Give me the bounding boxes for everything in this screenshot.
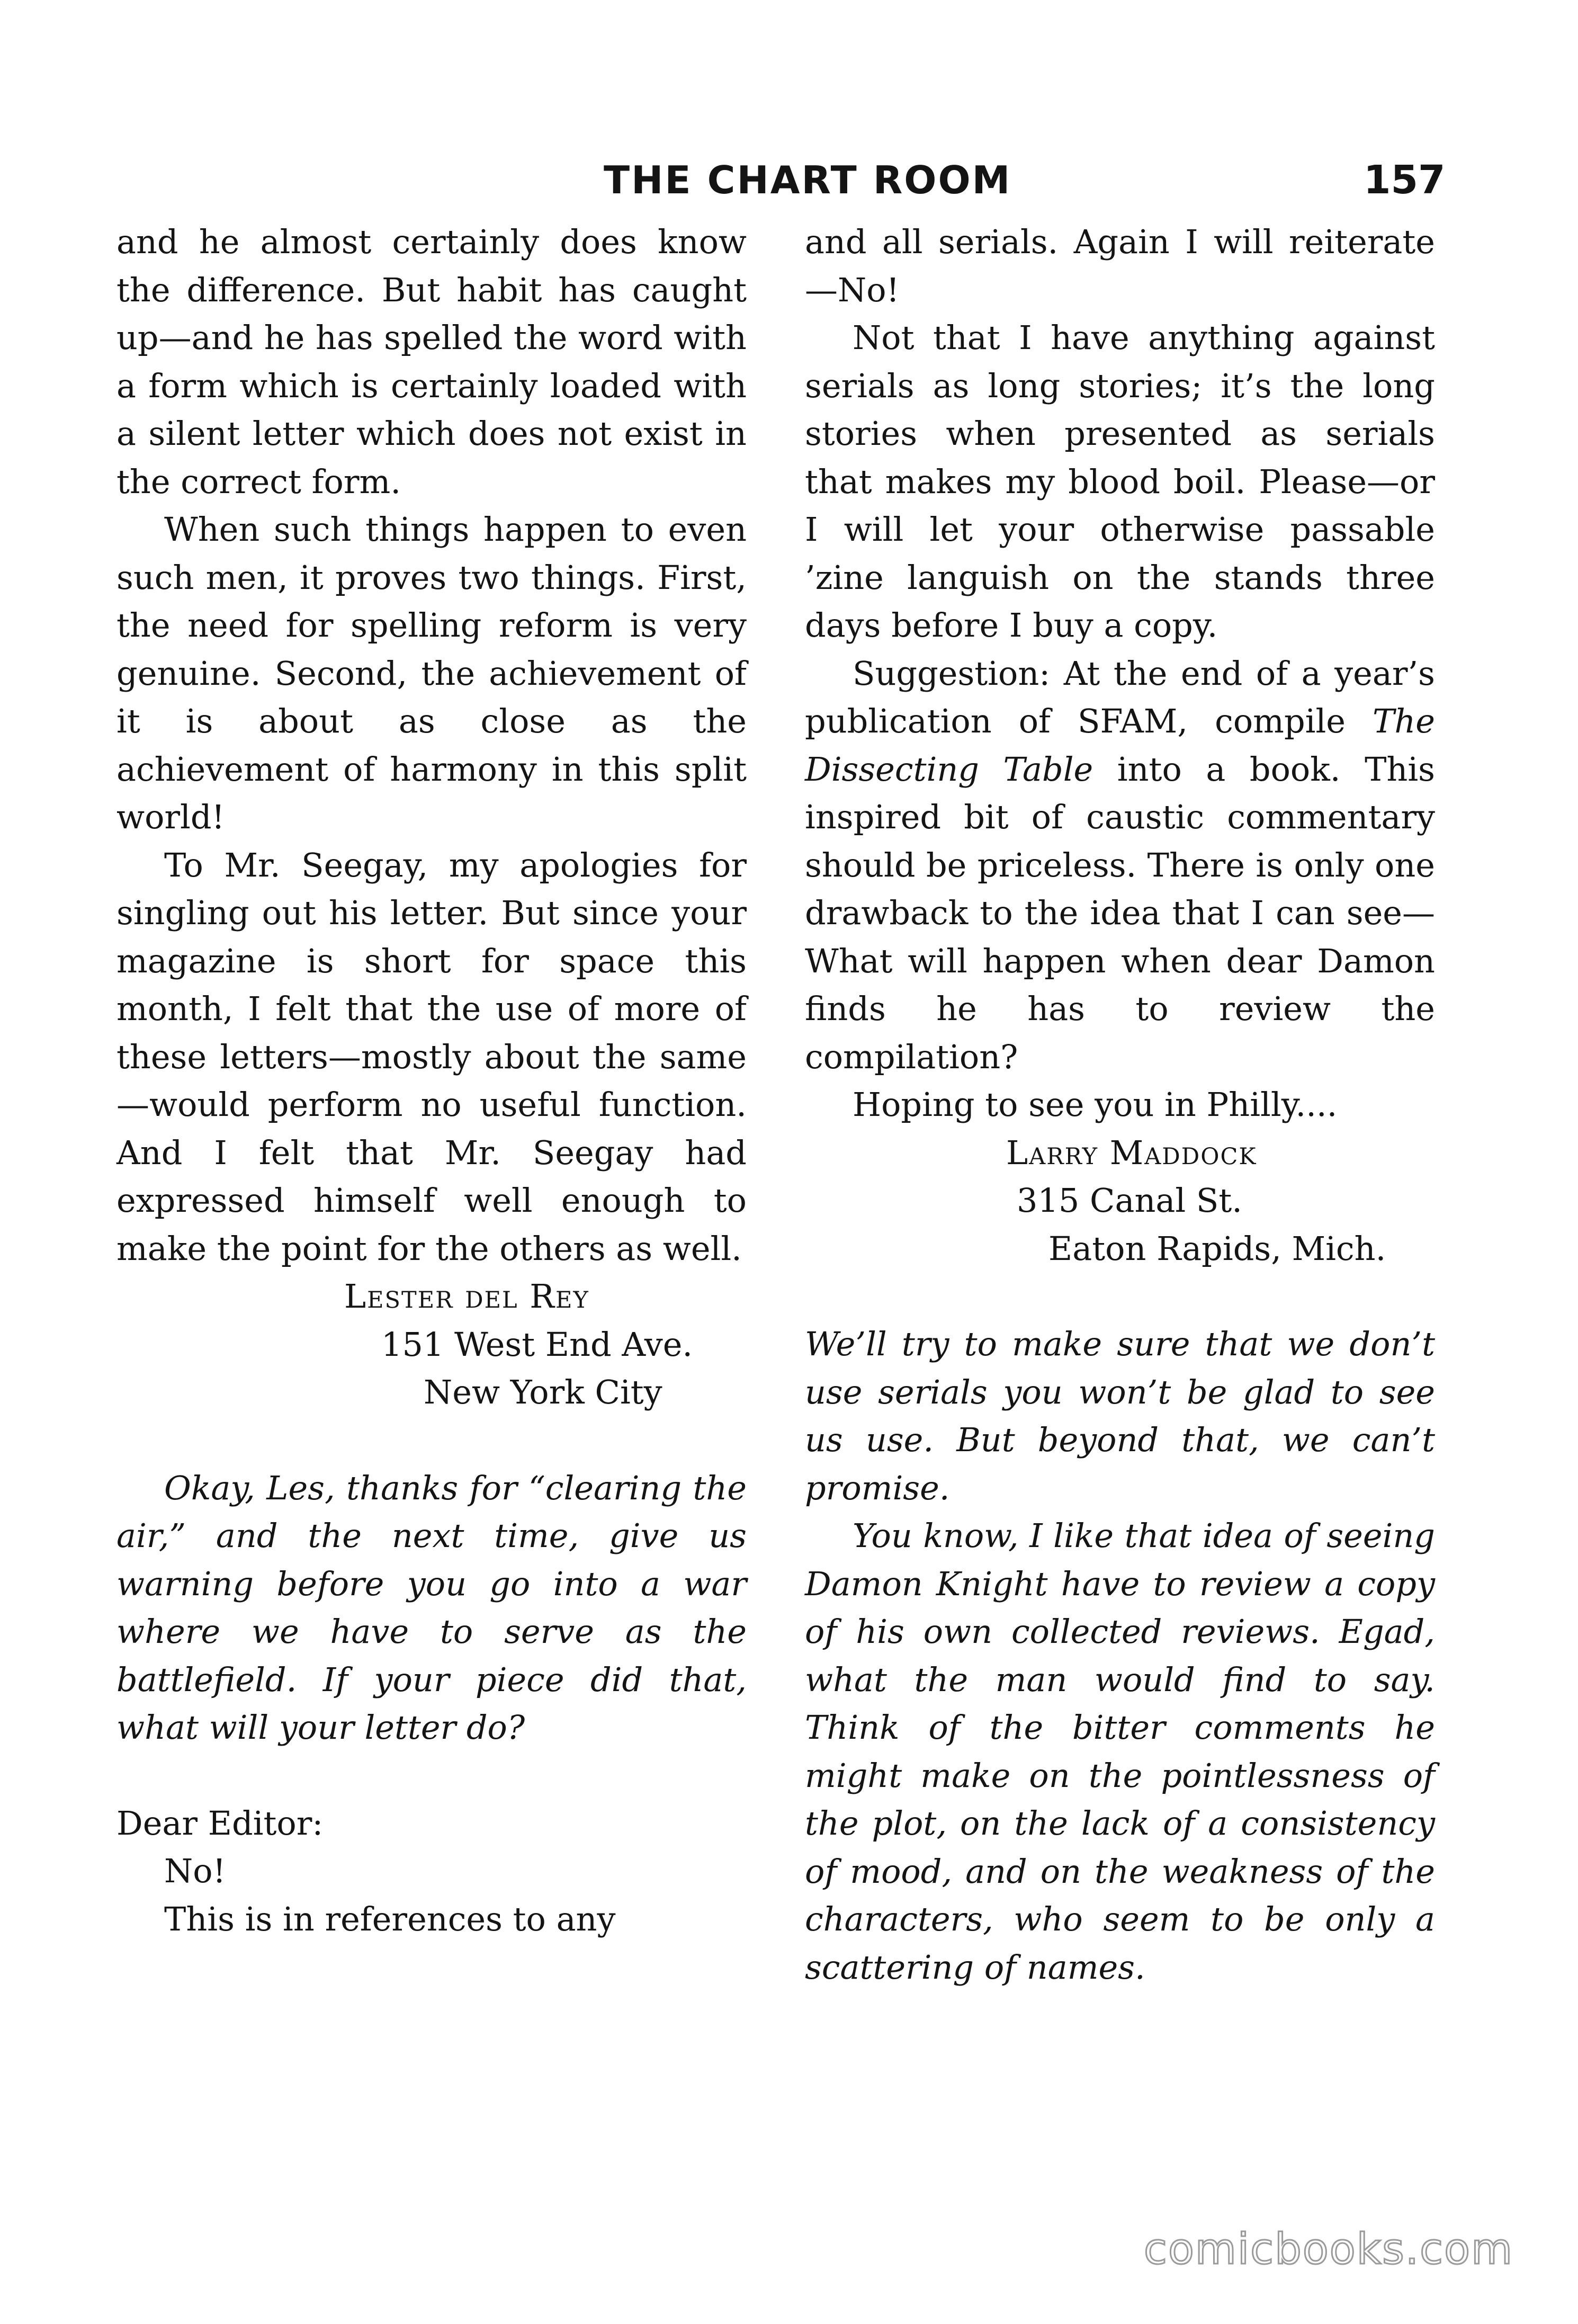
suggestion-text: Suggestion: At the end of a year’s publication of SFAM, compile — [805, 654, 1435, 740]
left-column — [116, 218, 747, 1943]
running-header — [0, 148, 1578, 212]
signature-address-line-1: 315 Canal St. — [1017, 1181, 1242, 1220]
left-paragraph-3: To Mr. Seegay, my apologies for singling out his letter. But since your magazine is short for space this month, I felt that the use of more of these letters—mostly about the same—would perform no useful function. And I felt that Mr. Seegay had expressed himself well enough to make the point for the others as well. — [116, 845, 747, 1268]
watermark: comicbooks.com — [1144, 2224, 1514, 2274]
right-paragraph-2: Not that I have anything against serials as long stories; it’s the long stories when presented as serials that makes my blood boil. Please—or I will let your otherwise passable ’zine languish on the stands three days before I buy a copy. — [805, 318, 1435, 645]
suggestion-text-rest: into a book. This inspired bit of caustic commentary should be priceless. There is only one drawback to the idea that I can see—What will happen when dear Damon finds he has to review the compilation? — [805, 749, 1435, 1076]
page-number: 157 — [1364, 157, 1446, 203]
left-paragraph-1: and he almost certainly does know the difference. But habit has caught up—and he has spelled the word with a form which is certainly loaded with a silent letter which does not exist in the correct form. — [116, 222, 747, 501]
right-paragraph-3 — [805, 650, 1435, 1081]
signature-name: Larry Maddock — [1006, 1133, 1257, 1172]
editor-reply: Okay, Les, thanks for “clearing the air,” and the next time, give us warning before you go into a war where we have to serve as the battlefield. If your piece did that, what will your letter do? — [116, 1468, 747, 1747]
signature-name: Lester del Rey — [344, 1277, 589, 1316]
salutation: Dear Editor: — [116, 1803, 324, 1843]
letter-opening: No! — [164, 1852, 226, 1890]
spacer — [805, 1273, 1435, 1320]
signature-address-line-1: 151 West End Ave. — [381, 1325, 693, 1364]
editor-reply-1: We’ll try to make sure that we don’t use serials you won’t be glad to see us use. But beyond that, we can’t promise. — [805, 1325, 1435, 1507]
right-paragraph-1: and all serials. Again I will reiterate—No! — [805, 222, 1435, 309]
right-column — [805, 218, 1435, 1991]
signature-address-line-2: Eaton Rapids, Mich. — [1048, 1229, 1386, 1268]
editor-reply-2: You know, I like that idea of seeing Damon Knight have to review a copy of his own collected reviews. Egad, what the man would find to say. Think of the bitter comments he might make on the pointlessness of the plot, on the lack of a consistency of mood, and on the weakness of the characters, who seem to be only a scattering of names. — [805, 1516, 1435, 1987]
column-title: The Dissecting Table — [805, 702, 1435, 789]
spacer — [116, 1417, 747, 1464]
letter-paragraph-1: This is in references to any — [164, 1899, 616, 1938]
spacer — [116, 1752, 747, 1800]
right-paragraph-4: Hoping to see you in Philly.... — [853, 1085, 1338, 1124]
left-paragraph-2: When such things happen to even such men, it proves two things. First, the need for spelling reform is very genuine. Second, the achievement of it is about as close as the achievement of harmony in this split world! — [116, 510, 747, 836]
signature-address-line-2: New York City — [424, 1373, 662, 1411]
running-title: THE CHART ROOM — [604, 158, 1012, 202]
